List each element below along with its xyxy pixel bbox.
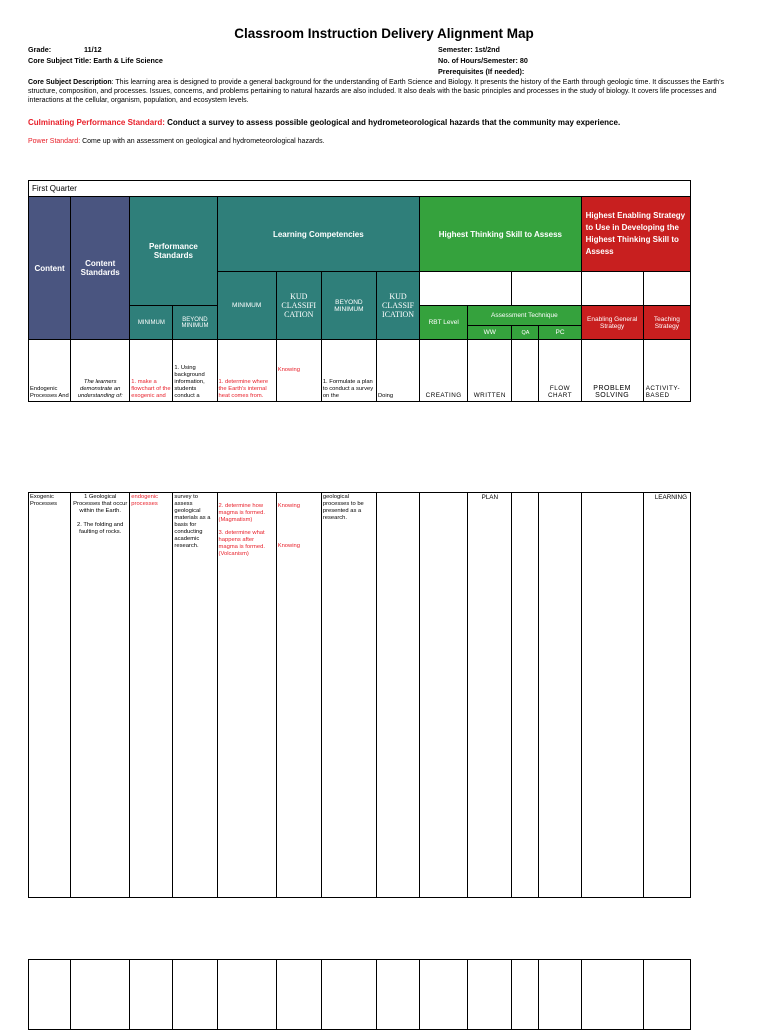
- header-performance-standards: Performance Standards: [130, 197, 217, 306]
- header-teaching-strategy: Teaching Strategy: [643, 306, 690, 340]
- culminating-label: Culminating Performance Standard:: [28, 118, 165, 127]
- row1-pc: FLOW CHART: [539, 340, 581, 402]
- grade-label: Grade:: [28, 45, 52, 54]
- row2-ps-minimum: endogenic processes: [130, 493, 173, 898]
- row1-lc-minimum: 1. determine where the Earth's internal heat comes from.: [217, 340, 276, 402]
- alignment-table-continued: [28, 492, 691, 898]
- row2-lc-minimum-b: 3. determine what happens after magma is formed. (Volcanism): [218, 530, 265, 557]
- blank-cell: [643, 272, 690, 306]
- empty-cell: [217, 960, 276, 1030]
- row2-lc-beyond: geological processes to be presented as a research.: [321, 493, 376, 898]
- header-qa: QA: [512, 326, 539, 340]
- header-content-standards: Content Standards: [71, 197, 130, 340]
- row2-kud-2: [377, 493, 420, 898]
- row2-lc-minimum-a: 2. determine how magma is formed. (Magmatism): [218, 503, 265, 523]
- empty-cell: [512, 960, 539, 1030]
- header-lc-beyond-minimum: BEYOND MINIMUM: [321, 272, 376, 340]
- header-enabling-general-strategy: Enabling General Strategy: [581, 306, 643, 340]
- empty-cell: [276, 960, 321, 1030]
- header-highest-thinking-skill: Highest Thinking Skill to Assess: [420, 197, 581, 272]
- quarter-label: First Quarter: [29, 181, 691, 197]
- row2-lc-minimum: [217, 493, 276, 898]
- row2-rbt-level: [420, 493, 468, 898]
- header-ps-minimum: MINIMUM: [130, 306, 173, 340]
- row2-content-standards: 1 Geological Processes that occur within the Earth. 2. The folding and faulting of rocks.: [71, 493, 130, 898]
- power-standard-text: Come up with an assessment on geological and hydrometeorological hazards.: [80, 138, 325, 145]
- empty-cell: [71, 960, 130, 1030]
- power-standard-label: Power Standard:: [28, 138, 81, 145]
- header-ww: WW: [468, 326, 512, 340]
- blank-cell: [581, 272, 643, 306]
- prerequisites: Prerequisites (If needed):: [438, 67, 525, 76]
- row2-kud-1-a: Knowing: [277, 503, 300, 509]
- page-title: Classroom Instruction Delivery Alignment Map: [234, 26, 534, 41]
- header-rbt-level: RBT Level: [420, 306, 468, 340]
- header-highest-enabling-strategy: Highest Enabling Strategy to Use in Developing the Highest Thinking Skill to Assess: [581, 197, 690, 272]
- header-ps-beyond-minimum: BEYOND MINIMUM: [173, 306, 217, 340]
- blank-cell: [512, 272, 581, 306]
- empty-cell: [468, 960, 512, 1030]
- empty-cell: [539, 960, 581, 1030]
- empty-cell: [321, 960, 376, 1030]
- row1-teaching-strategy: ACTIVITY-BASED: [643, 340, 690, 402]
- row2-content: Exogenic Processes: [29, 493, 71, 898]
- header-kud-classification-2: KUD CLASSIF ICATION: [376, 272, 419, 340]
- header-pc: PC: [539, 326, 581, 340]
- empty-cell: [29, 960, 71, 1030]
- row2-qa: [512, 493, 539, 898]
- row1-rbt-level: CREATING: [420, 340, 468, 402]
- row2-teaching-strategy: LEARNING: [643, 493, 690, 898]
- header-lc-minimum: MINIMUM: [217, 272, 276, 340]
- row2-pc: [539, 493, 581, 898]
- row1-content-standards: The learners demonstrate an understanding of:: [71, 340, 130, 402]
- row1-lc-beyond: 1. Formulate a plan to conduct a survey on the: [321, 340, 376, 402]
- row2-kud-1-b: Knowing: [277, 543, 300, 549]
- hours-per-semester: No. of Hours/Semester: 80: [438, 56, 528, 65]
- row2-kud-1: [276, 493, 321, 898]
- alignment-table-next: [28, 959, 691, 1030]
- empty-cell: [130, 960, 173, 1030]
- row1-enabling-strategy: PROBLEM SOLVING: [581, 340, 643, 402]
- culminating-standard: [28, 118, 620, 127]
- row2-enabling-strategy: [581, 493, 643, 898]
- description-text: : This learning area is designed to provide a general background for the understanding of Earth Science and Biology. It presents the history of the Earth through geologic time. It discusses the Earth's structure, composition, and processes. Issues, concerns, and problems pertaining to natural hazards are also included. It also deals with the basic principles and processes in the study of biology. It covers life processes and interactions at the cellular, organism, population, and ecosystem levels.: [28, 79, 725, 104]
- empty-cell: [377, 960, 420, 1030]
- culminating-text: Conduct a survey to assess possible geological and hydrometeorological hazards that the community may experience.: [164, 118, 621, 127]
- row1-ps-minimum: 1. make a flowchart of the exogenic and: [130, 340, 173, 402]
- grade-value: 11/12: [84, 45, 102, 54]
- empty-cell: [581, 960, 643, 1030]
- header-content: Content: [29, 197, 71, 340]
- row1-ps-beyond: 1. Using background information, students conduct a: [173, 340, 217, 402]
- core-subject-description: [28, 78, 740, 105]
- empty-cell: [643, 960, 690, 1030]
- row1-ww: WRITTEN: [468, 340, 512, 402]
- blank-cell: [420, 272, 512, 306]
- row1-kud-2: Doing: [376, 340, 419, 402]
- description-label: Core Subject Description: [28, 79, 112, 86]
- alignment-table: [28, 180, 691, 402]
- header-assessment-technique: Assessment Technique: [468, 306, 581, 326]
- empty-cell: [173, 960, 217, 1030]
- power-standard: [28, 138, 325, 145]
- semester: Semester: 1st/2nd: [438, 45, 500, 54]
- core-subject-title: Core Subject Title: Earth & Life Science: [28, 56, 163, 65]
- row1-kud-1: Knowing: [276, 340, 321, 402]
- row1-content: Endogenic Processes And: [29, 340, 71, 402]
- header-learning-competencies: Learning Competencies: [217, 197, 420, 272]
- row2-ww: PLAN: [468, 493, 512, 898]
- row1-qa: [512, 340, 539, 402]
- row2-ps-beyond: survey to assess geological materials as a basis for conducting academic research.: [173, 493, 217, 898]
- empty-cell: [420, 960, 468, 1030]
- header-kud-classification-1: KUD CLASSIFI CATION: [276, 272, 321, 340]
